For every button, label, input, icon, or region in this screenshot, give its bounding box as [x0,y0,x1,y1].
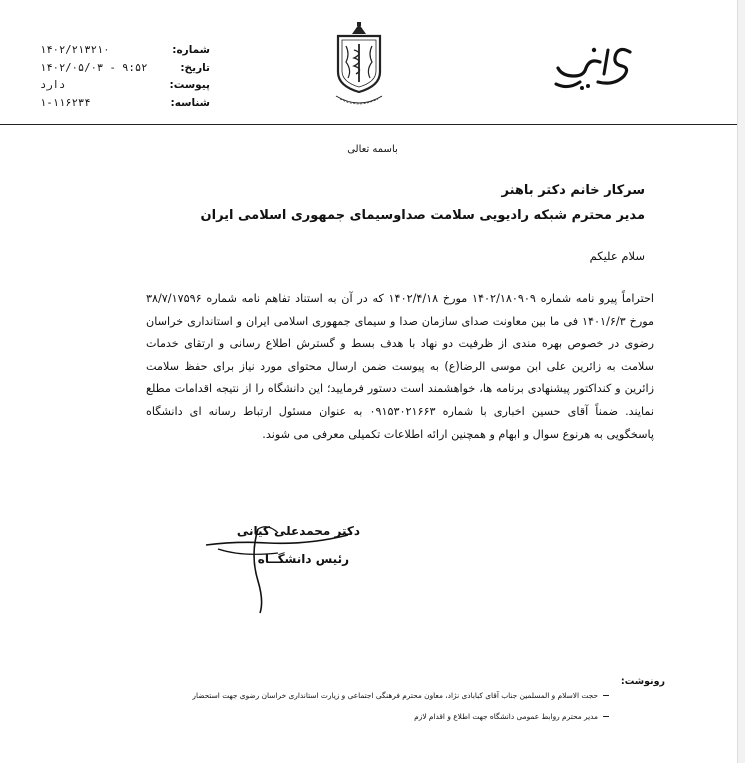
meta-date-value: ۱۴۰۲/۰۵/۰۳ - ۹:۵۲ [40,61,148,74]
meta-date-label: تاریخ: [180,61,210,74]
meta-number-row [40,42,210,60]
dash-icon [603,716,609,717]
basmala: باسمه تعالی [347,144,398,155]
meta-id-value: ۱-۱۱۶۲۳۴ [40,96,91,109]
cc-item [192,691,609,700]
dash-icon [603,695,609,696]
signatory-title: رئیس دانشگــاه [257,552,349,566]
meta-attachment-value: دارد [40,79,66,91]
meta-attachment-label: پیوست: [169,79,210,91]
signatory-name: دکتر محمدعلی کیانی [236,524,360,538]
addressee-name: سرکار خانم دکتر باهنر [501,183,645,198]
university-logo [328,20,390,110]
greeting: سلام علیکم [589,249,645,263]
meta-id-label: شناسه: [170,96,210,109]
meta-attachment-row [40,77,210,95]
cc-item [414,712,609,721]
meta-number-value: ۱۴۰۲/۲۱۳۲۱۰ [40,44,110,56]
meta-id-row [40,95,210,113]
letter-body: احتراماً پیرو نامه شماره ۱۴۰۲/۱۸۰۹۰۹ مورخ ۱۴۰۲/۴/۱۸ که در آن به استناد تفاهم نامه شماره ۳۸/۷/۱۷۵۹۶ مورخ ۱۴۰۱/۶/۳ فی ما بین معاونت صدای سازمان صدا و سیمای جمهوری اسلامی ایران و استانداری خراسان رضوی در خصوص بهره مندی از ظرفیت دو نهاد با هدف بسط و گسترش اطلاع رسانی و ارتقای خدمات سلامت به زائرین علی ابن موسی الرضا(ع) به پیوست ضمن ارسال محتوای مورد نیاز برای حفظ سلامت زائرین و کنداکتور پیشنهادی برنامه ها، خواهشمند است دستور فرمایید؛ این دانشگاه را از نتیجه اقدامات مطلع نمایند. ضمناً آقای حسین اخباری با شماره ۰۹۱۵۳۰۲۱۶۶۳ به عنوان مسئول ارتباط رسانه ای دانشگاه پاسخگویی به هرنوع سوال و ابهام و همچنین ارائه اطلاعات تکمیلی معرفی می شوند. [146,292,655,441]
president-calligraphy-title [550,38,640,93]
header-divider [0,124,745,125]
meta-number-label: شماره: [172,44,210,56]
page-edge [737,0,745,763]
letter-metadata [40,42,210,112]
cc-item-text: حجت الاسلام و المسلمین جناب آقای کبابادی نژاد، معاون محترم فرهنگی اجتماعی و زیارت استانداری خراسان رضوی جهت استحضار [192,691,598,700]
cc-label: رونوشت: [620,676,665,687]
meta-date-row [40,60,210,78]
cc-item-text: مدیر محترم روابط عمومی دانشگاه جهت اطلاع و اقدام لازم [414,712,598,721]
addressee-position: مدیر محترم شبکه رادیویی سلامت صداوسیمای جمهوری اسلامی ایران [200,208,645,223]
